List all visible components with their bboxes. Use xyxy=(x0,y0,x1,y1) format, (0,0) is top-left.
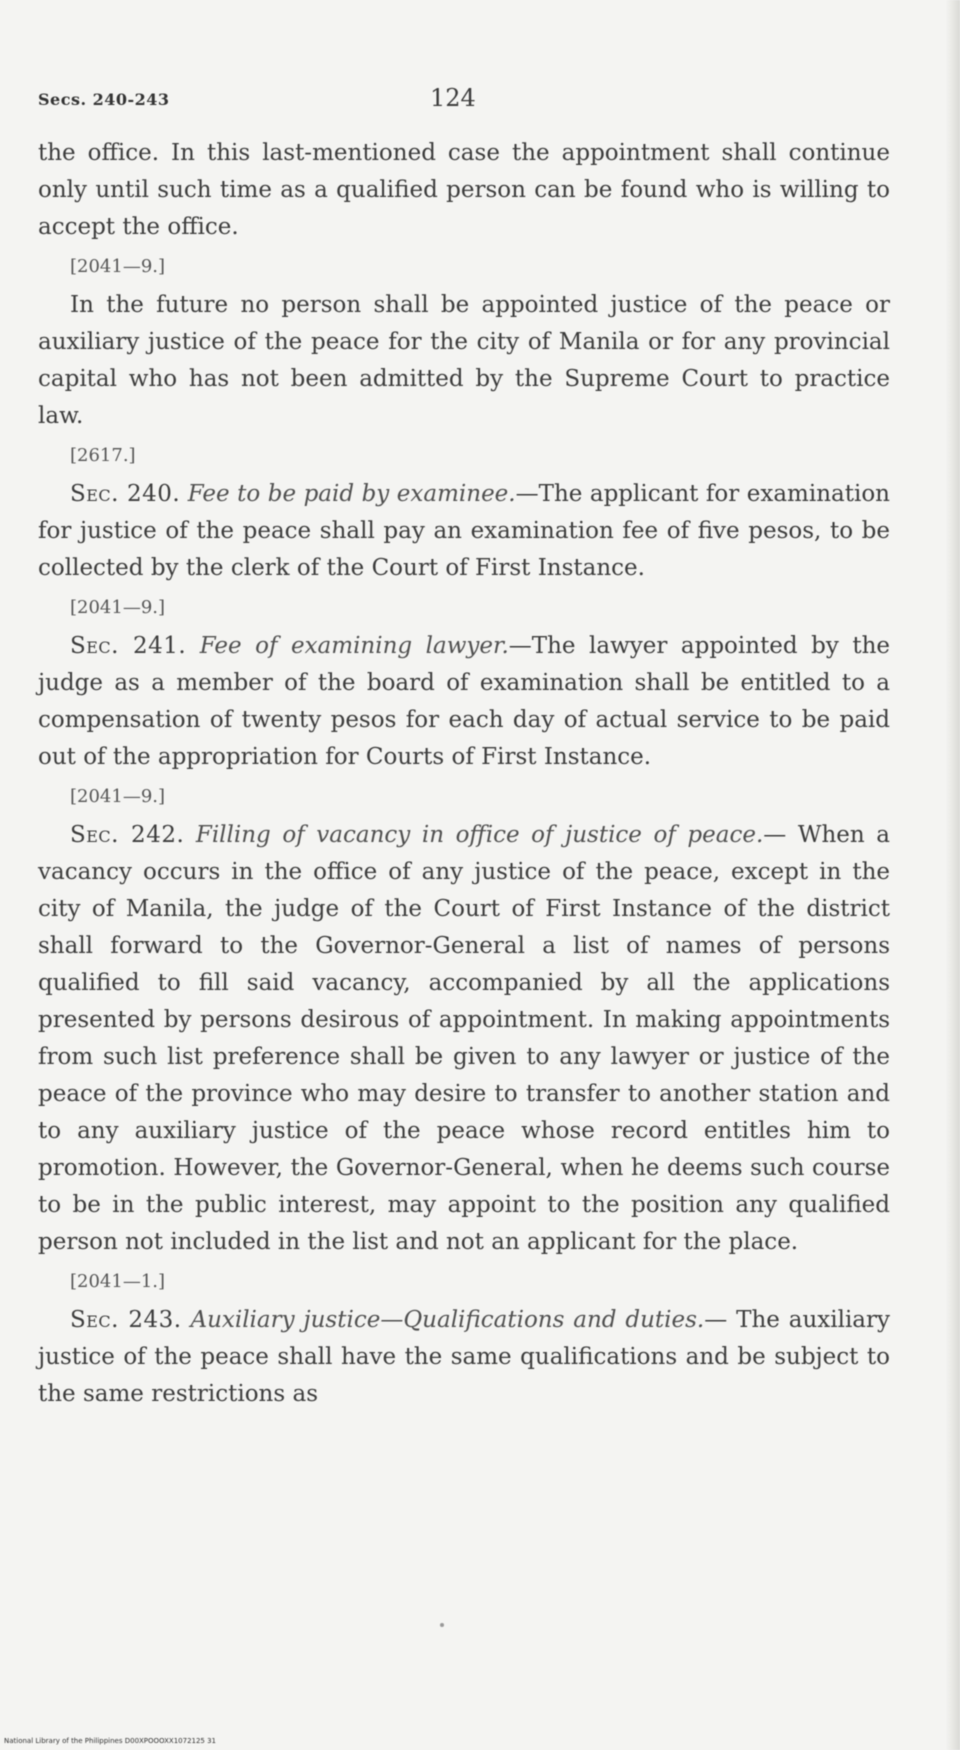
section-label: Sec. 243. xyxy=(70,1307,182,1333)
citation: [2041—9.] xyxy=(70,256,166,277)
section-title: Auxiliary justice—Qualifications and duties. xyxy=(190,1307,705,1333)
section-243 xyxy=(38,1302,890,1413)
section-label: Sec. 241. xyxy=(70,633,187,659)
citation: [2041—9.] xyxy=(70,597,166,618)
paragraph xyxy=(38,287,890,435)
section-title: Fee to be paid by examinee. xyxy=(187,481,516,507)
section-label: Sec. 242. xyxy=(70,822,185,848)
section-241 xyxy=(38,628,890,776)
section-range: Secs. 240-243 xyxy=(38,90,170,109)
section-text: — The auxiliary justice of the peace shall have the same qualifications and be subject to the same restrictions as xyxy=(38,1307,891,1407)
section-242 xyxy=(38,817,890,1261)
running-head xyxy=(38,84,918,124)
ink-speck xyxy=(440,1623,444,1627)
citation: [2041—1.] xyxy=(70,1271,166,1292)
section-title: Filling of vacancy in office of justice of peace. xyxy=(195,822,764,848)
citation: [2041—9.] xyxy=(70,786,166,807)
section-text: —The lawyer appointed by the judge as a member of the board of examination shall be entitled to a compensation of twenty pesos for each day of actual service to be paid out of the appropriation for Courts of First Instance. xyxy=(38,633,891,770)
page-number: 124 xyxy=(430,84,476,112)
section-title: Fee of examining lawyer. xyxy=(199,633,509,659)
page-body xyxy=(38,135,890,1413)
paragraph xyxy=(38,135,890,246)
paragraph-text: the office. In this last-mentioned case the appointment shall continue only until such time as a qualified person can be found who is willing to accept the office. xyxy=(38,140,890,240)
paragraph-text: In the future no person shall be appointed justice of the peace or auxiliary justice of the peace for the city of Manila or for any provincial capital who has not been admitted by the Supreme Court to practice law. xyxy=(38,292,890,429)
scan-footer: National Library of the Philippines D00XPOOOXX1072125 31 xyxy=(4,1737,217,1745)
section-text: — When a vacancy occurs in the office of any justice of the peace, except in the city of Manila, the judge of the Court of First Instance of the district shall forward to the Governor-General a list of names of persons qualified to fill said vacancy, accompanied by all the applications presented by persons desirous of appointment. In making appointments from such list preference shall be given to any lawyer or justice of the peace of the province who may desire to transfer to another station and to any auxiliary justice of the peace whose record entitles him to promotion. However, the Governor-General, when he deems such course to be in the public interest, may appoint to the position any qualified person not included in the list and not an applicant for the place. xyxy=(38,822,891,1255)
section-label: Sec. 240. xyxy=(70,481,181,507)
page-edge-shadow xyxy=(946,0,960,1750)
citation: [2617.] xyxy=(70,445,136,466)
section-text: —The applicant for examination for justice of the peace shall pay an examination fee of five pesos, to be collected by the clerk of the Court of First Instance. xyxy=(38,481,890,581)
section-240 xyxy=(38,476,890,587)
